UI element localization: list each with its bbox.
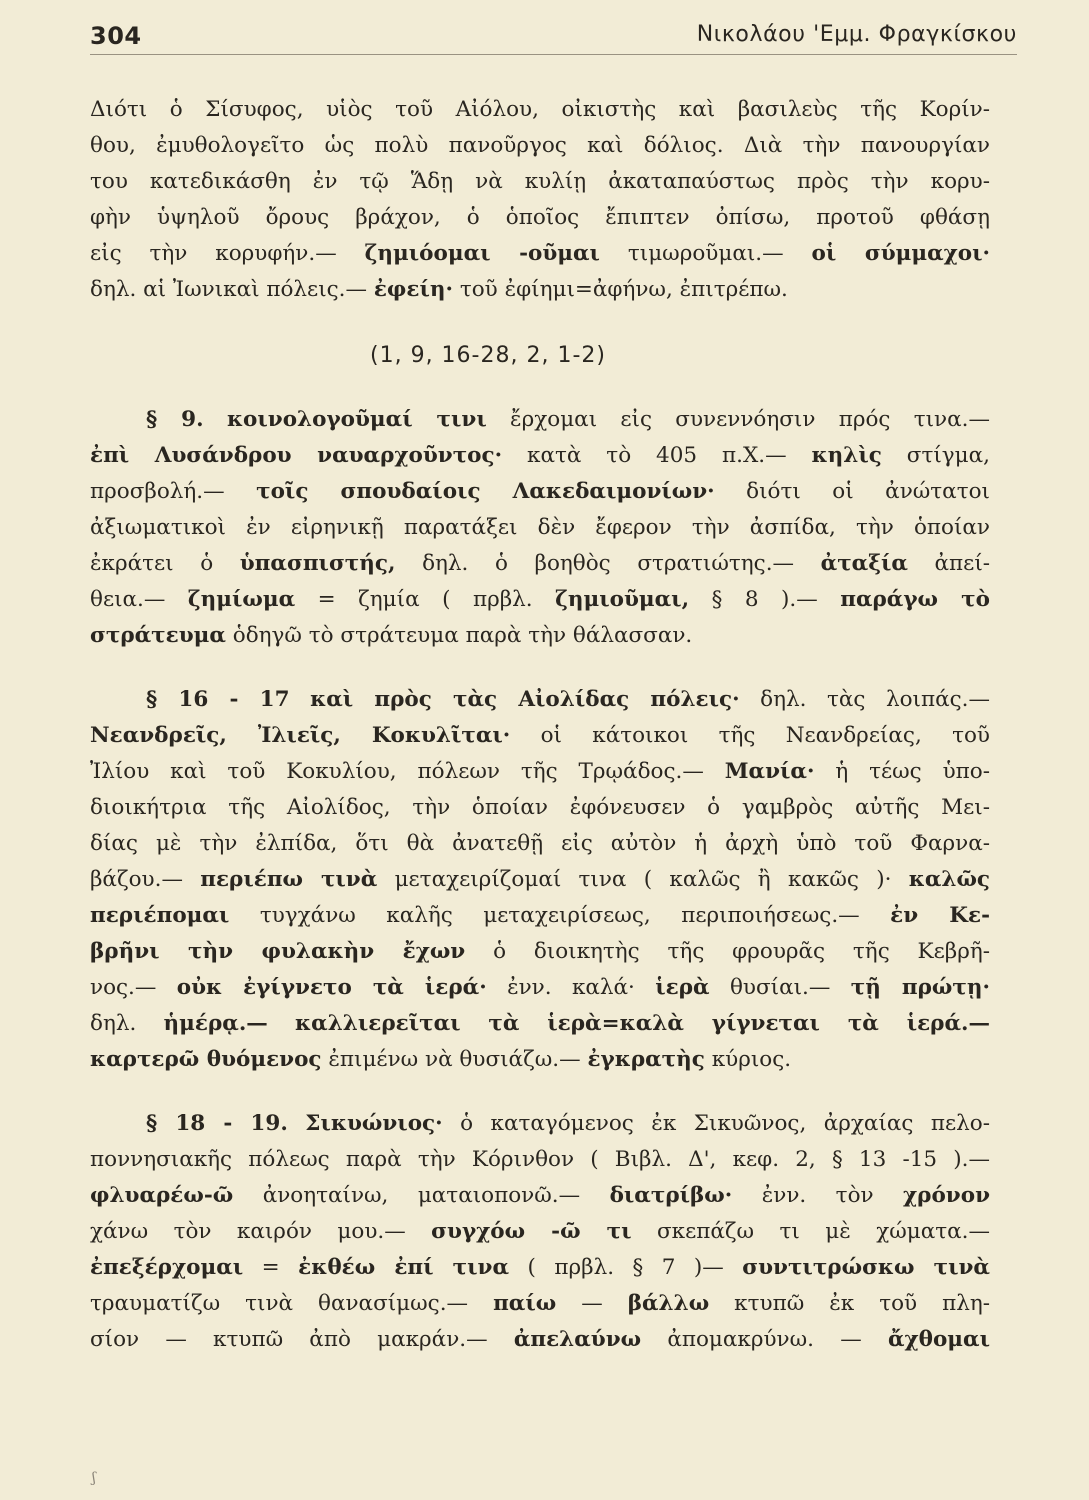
lemma: ἄχθομαι (887, 1327, 990, 1352)
lemma: ἡμέρᾳ.— (163, 1011, 268, 1036)
text-line (90, 1006, 990, 1042)
text-line (90, 1214, 990, 1250)
lemma: οὐκ ἐγίγνετο τὰ ἱερά· (176, 975, 487, 1000)
lemma: ἐγκρατὴς (587, 1047, 705, 1072)
text-run: θυσίαι.— (729, 975, 831, 1000)
text-line (90, 546, 990, 582)
lemma: παράγω τὸ (840, 587, 990, 612)
text-run: ἐκράτει ὁ (90, 551, 214, 576)
text-run: τυγχάνω καλῆς μεταχειρίσεως, περιποιήσεως.— (259, 903, 860, 928)
text-line (90, 898, 990, 934)
passage-citation: (1, 9, 16-28, 2, 1-2) (370, 343, 606, 368)
text-run: ἐπιμένω νὰ θυσιάζω.— (328, 1047, 581, 1072)
lemma: Σικυώνιος· (305, 1111, 443, 1136)
text-line: διοικήτρια τῆς Αἰολίδος, τὴν ὁποίαν ἐφόνευσεν ὁ γαμβρὸς αὐτῆς Μει- (90, 795, 990, 820)
lemma: περιέπομαι (90, 903, 230, 928)
text-line (90, 474, 990, 510)
lemma: ζημίωμα (187, 587, 296, 612)
text-line (90, 862, 990, 898)
text-run: ὁ καταγόμενος ἐκ Σικυῶνος, ἀρχαίας πελο- (460, 1111, 990, 1136)
lemma: στράτευμα (90, 623, 226, 648)
text-run: ἐνν. καλά· (507, 975, 635, 1000)
lemma: ζημιοῦμαι, (555, 587, 690, 612)
text-run: δηλ. (90, 1011, 137, 1036)
lemma: συγχόω -ῶ τι (431, 1219, 632, 1244)
text-run: δηλ. ὁ βοηθὸς στρατιώτης.— (422, 551, 795, 576)
text-run: νος.— (90, 975, 157, 1000)
text-run: ( πρβλ. § 7 )— (527, 1255, 724, 1280)
text-run: χάνω τὸν καιρόν μου.— (90, 1219, 406, 1244)
text-line (90, 438, 990, 474)
lemma: περιέπω τινὰ (200, 867, 378, 892)
lemma: ἐκθέω ἐπί τινα (298, 1255, 510, 1280)
page-number: 304 (90, 22, 142, 50)
section-marker: § 18 - 19. (146, 1111, 288, 1136)
text-line (90, 754, 990, 790)
spacer (90, 1078, 990, 1106)
text-run: κύριος. (711, 1047, 792, 1072)
spacer (90, 374, 990, 402)
lemma: Νεανδρεῖς, Ἰλιεῖς, Κοκυλῖται· (90, 723, 511, 748)
text-line: φὴν ὑψηλοῦ ὄρους βράχον, ὁ ὁποῖος ἔπιπτεν ὀπίσω, προτοῦ φθάσῃ (90, 205, 990, 230)
page-header (90, 18, 1017, 55)
text-run: ὁδηγῶ τὸ στράτευμα παρὰ τὴν θάλασσαν. (232, 623, 693, 648)
lemma: τῇ πρώτῃ· (850, 975, 990, 1000)
text-run: ἀπεί- (934, 551, 991, 576)
lemma: φλυαρέω-ῶ (90, 1183, 234, 1208)
text-line (90, 970, 990, 1006)
text-run: ὁ διοικητὴς τῆς φρουρᾶς τῆς Κεβρῆ- (493, 939, 990, 964)
text-line (90, 1250, 990, 1286)
lemma: ζημιόομαι -οῦμαι (364, 241, 600, 266)
text-run: διότι οἱ ἀνώτατοι (746, 479, 990, 504)
text-run: τραυματίζω τινὰ θανασίμως.— (90, 1291, 469, 1316)
text-run: προσβολή.— (90, 479, 225, 504)
text-line (90, 934, 990, 970)
lemma: βάλλω (627, 1291, 710, 1316)
section-marker: § 16 - 17 (146, 687, 290, 712)
text-run: οἱ κάτοικοι τῆς Νεανδρείας, τοῦ (540, 723, 990, 748)
text-line: του κατεδικάσθη ἐν τῷ Ἅδῃ νὰ κυλίῃ ἀκαταπαύστως πρὸς τὴν κορυ- (90, 169, 990, 194)
text-run: Ἰλίου καὶ τοῦ Κοκυλίου, πόλεων τῆς Τρῳάδος.— (90, 759, 704, 784)
lemma: Μανία· (724, 759, 815, 784)
text-run: σκεπάζω τι μὲ χώματα.— (656, 1219, 990, 1244)
lemma: ἀπελαύνω (513, 1327, 642, 1352)
text-line (90, 236, 990, 272)
text-line (90, 402, 990, 438)
lemma: χρόνον (903, 1183, 990, 1208)
lemma: κοινολογοῦμαί τινι (226, 407, 487, 432)
text-line: Διότι ὁ Σίσυφος, υἱὸς τοῦ Αἰόλου, οἰκιστὴς καὶ βασιλεὺς τῆς Κορίν- (90, 97, 990, 122)
text-run: — (581, 1291, 603, 1316)
lemma: συντιτρώσκω τινὰ (742, 1255, 990, 1280)
text-line (90, 718, 990, 754)
text-run: ἐνν. τὸν (761, 1183, 874, 1208)
text-run: στίγμα, (906, 443, 990, 468)
text-line: ἀξιωματικοὶ ἐν εἰρηνικῇ παρατάξει δὲν ἔφερον τὴν ἀσπίδα, τὴν ὁποίαν (90, 515, 990, 540)
lemma: ἐπεξέρχομαι (90, 1255, 244, 1280)
body-text (90, 92, 990, 1358)
text-run: § 8 ).— (711, 587, 818, 612)
text-run: δηλ. τὰς λοιπάς.— (760, 687, 990, 712)
text-run: ἡ τέως ὑπο- (835, 759, 990, 784)
margin-mark: ʃ (92, 1470, 96, 1486)
lemma: ἐν Κε- (890, 903, 990, 928)
text-run: κατὰ τὸ 405 π.Χ.— (527, 443, 787, 468)
text-line (90, 618, 990, 654)
lemma: καλῶς (908, 867, 990, 892)
text-line (90, 1042, 990, 1078)
text-line (90, 582, 990, 618)
lemma: κηλὶς (811, 443, 882, 468)
lemma: καὶ πρὸς τὰς Αἰολίδας πόλεις· (310, 687, 740, 712)
lemma: καλλιερεῖται τὰ ἱερὰ=καλὰ γίγνεται τὰ ἱερά.— (295, 1011, 991, 1036)
section-marker: § 9. (146, 407, 204, 432)
text-run: ἀπομακρύνω. — (667, 1327, 862, 1352)
text-run: = (261, 1255, 280, 1280)
text-run: μεταχειρίζομαί τινα ( καλῶς ἢ κακῶς )· (394, 867, 892, 892)
text-run: ἔρχομαι εἰς συνεννόησιν πρός τινα.— (510, 407, 990, 432)
lemma: ἀταξία (820, 551, 908, 576)
spacer (90, 308, 990, 338)
lemma: βρῆνι τὴν φυλακὴν ἔχων (90, 939, 466, 964)
text-run: = ζημία ( πρβλ. (317, 587, 533, 612)
lemma: ὑπασπιστής, (239, 551, 396, 576)
spacer (90, 654, 990, 682)
text-run: σίον — κτυπῶ ἀπὸ μακράν.— (90, 1327, 488, 1352)
lemma: τοῖς σπουδαίοις Λακεδαιμονίων· (256, 479, 715, 504)
text-line (90, 1286, 990, 1322)
lemma: οἱ σύμμαχοι· (811, 241, 991, 266)
text-run: εἰς τὴν κορυφήν.— (90, 241, 337, 266)
text-run: θεια.— (90, 587, 166, 612)
text-line: θου, ἐμυθολογεῖτο ὡς πολὺ πανοῦργος καὶ δόλιος. Διὰ τὴν πανουργίαν (90, 133, 990, 158)
lemma: διατρίβω· (609, 1183, 733, 1208)
lemma: ἱερὰ (655, 975, 710, 1000)
text-line (90, 1178, 990, 1214)
text-line (90, 1322, 990, 1358)
text-line: ποννησιακῆς πόλεως παρὰ τὴν Κόρινθον ( Βιβλ. Δ', κεφ. 2, § 13 -15 ).— (90, 1147, 990, 1172)
text-line (90, 682, 990, 718)
running-head: Νικολάου 'Εμμ. Φραγκίσκου (696, 22, 1017, 47)
text-run: τοῦ ἐφίημι=ἀφήνω, ἐπιτρέπω. (459, 277, 788, 302)
text-run: τιμωροῦμαι.— (627, 241, 784, 266)
text-line (90, 1106, 990, 1142)
text-run: βάζου.— (90, 867, 183, 892)
text-run: ἀνοηταίνω, ματαιοπονῶ.— (262, 1183, 581, 1208)
lemma: καρτερῶ θυόμενος (90, 1047, 322, 1072)
text-run: κτυπῶ ἐκ τοῦ πλη- (734, 1291, 990, 1316)
lemma: ἐπὶ Λυσάνδρου ναυαρχοῦντος· (90, 443, 503, 468)
lemma: ἐφείη· (373, 277, 453, 302)
text-run: δηλ. αἱ Ἰωνικαὶ πόλεις.— (90, 277, 368, 302)
lemma: παίω (493, 1291, 557, 1316)
text-line (90, 272, 990, 308)
text-line: δίας μὲ τὴν ἐλπίδα, ὅτι θὰ ἀνατεθῇ εἰς αὐτὸν ἡ ἀρχὴ ὑπὸ τοῦ Φαρνα- (90, 831, 990, 856)
